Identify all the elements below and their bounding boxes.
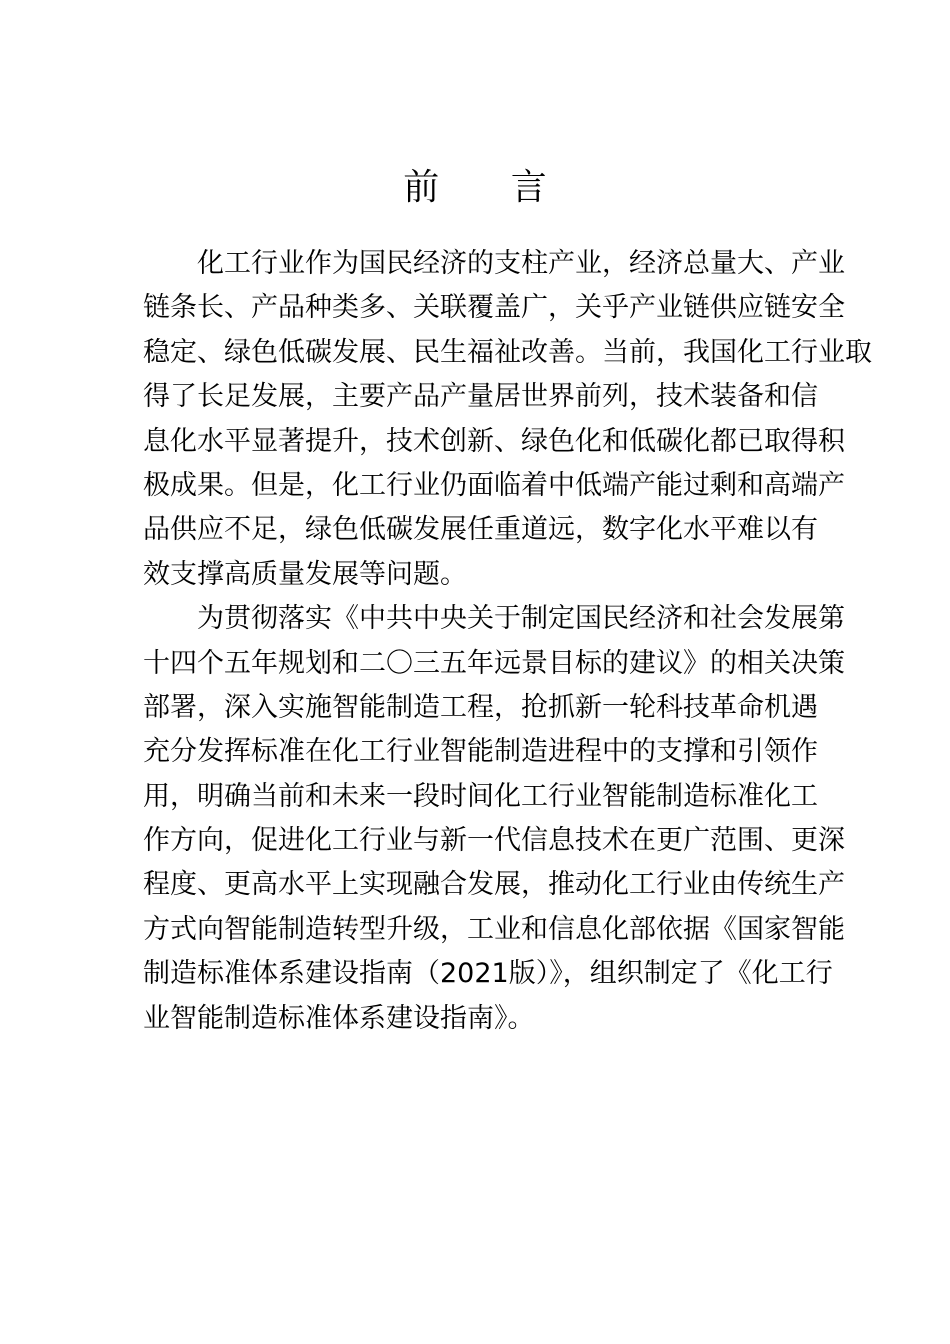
- paragraph: [143, 242, 872, 597]
- text-line: 制造标准体系建设指南（2021版）》，组织制定了《化工行: [143, 958, 833, 990]
- text-line: 十四个五年规划和二〇三五年远景目标的建议》的相关决策: [143, 647, 845, 679]
- text-line: 作方向，促进化工行业与新一代信息技术在更广范围、更深: [143, 825, 845, 857]
- text-line: 为贯彻落实《中共中央关于制定国民经济和社会发展第: [197, 603, 845, 635]
- text-line: 链条长、产品种类多、关联覆盖广，关乎产业链供应链安全: [143, 292, 845, 324]
- text-line: 方式向智能制造转型升级，工业和信息化部依据《国家智能: [143, 913, 845, 945]
- text-line: 品供应不足，绿色低碳发展任重道远，数字化水平难以有: [143, 514, 818, 546]
- text-line: 得了长足发展，主要产品产量居世界前列，技术装备和信: [143, 381, 818, 413]
- text-line: 稳定、绿色低碳发展、民生福祉改善。当前，我国化工行业取: [143, 336, 872, 368]
- text-line: 息化水平显著提升，技术创新、绿色化和低碳化都已取得积: [143, 425, 845, 457]
- paragraph: [143, 597, 845, 1041]
- document-body: [143, 242, 872, 1041]
- text-line: 用，明确当前和未来一段时间化工行业智能制造标准化工: [143, 780, 818, 812]
- text-line: 部署，深入实施智能制造工程，抢抓新一轮科技革命机遇: [143, 691, 818, 723]
- text-line: 业智能制造标准体系建设指南》。: [143, 1002, 535, 1034]
- text-line: 极成果。但是，化工行业仍面临着中低端产能过剩和高端产: [143, 469, 845, 501]
- text-line: 程度、更高水平上实现融合发展，推动化工行业由传统生产: [143, 869, 845, 901]
- page-title: 前 言: [403, 167, 577, 208]
- text-line: 充分发挥标准在化工行业智能制造进程中的支撑和引领作: [143, 736, 818, 768]
- text-line: 效支撑高质量发展等问题。: [143, 558, 467, 590]
- text-line: 化工行业作为国民经济的支柱产业，经济总量大、产业: [197, 248, 845, 279]
